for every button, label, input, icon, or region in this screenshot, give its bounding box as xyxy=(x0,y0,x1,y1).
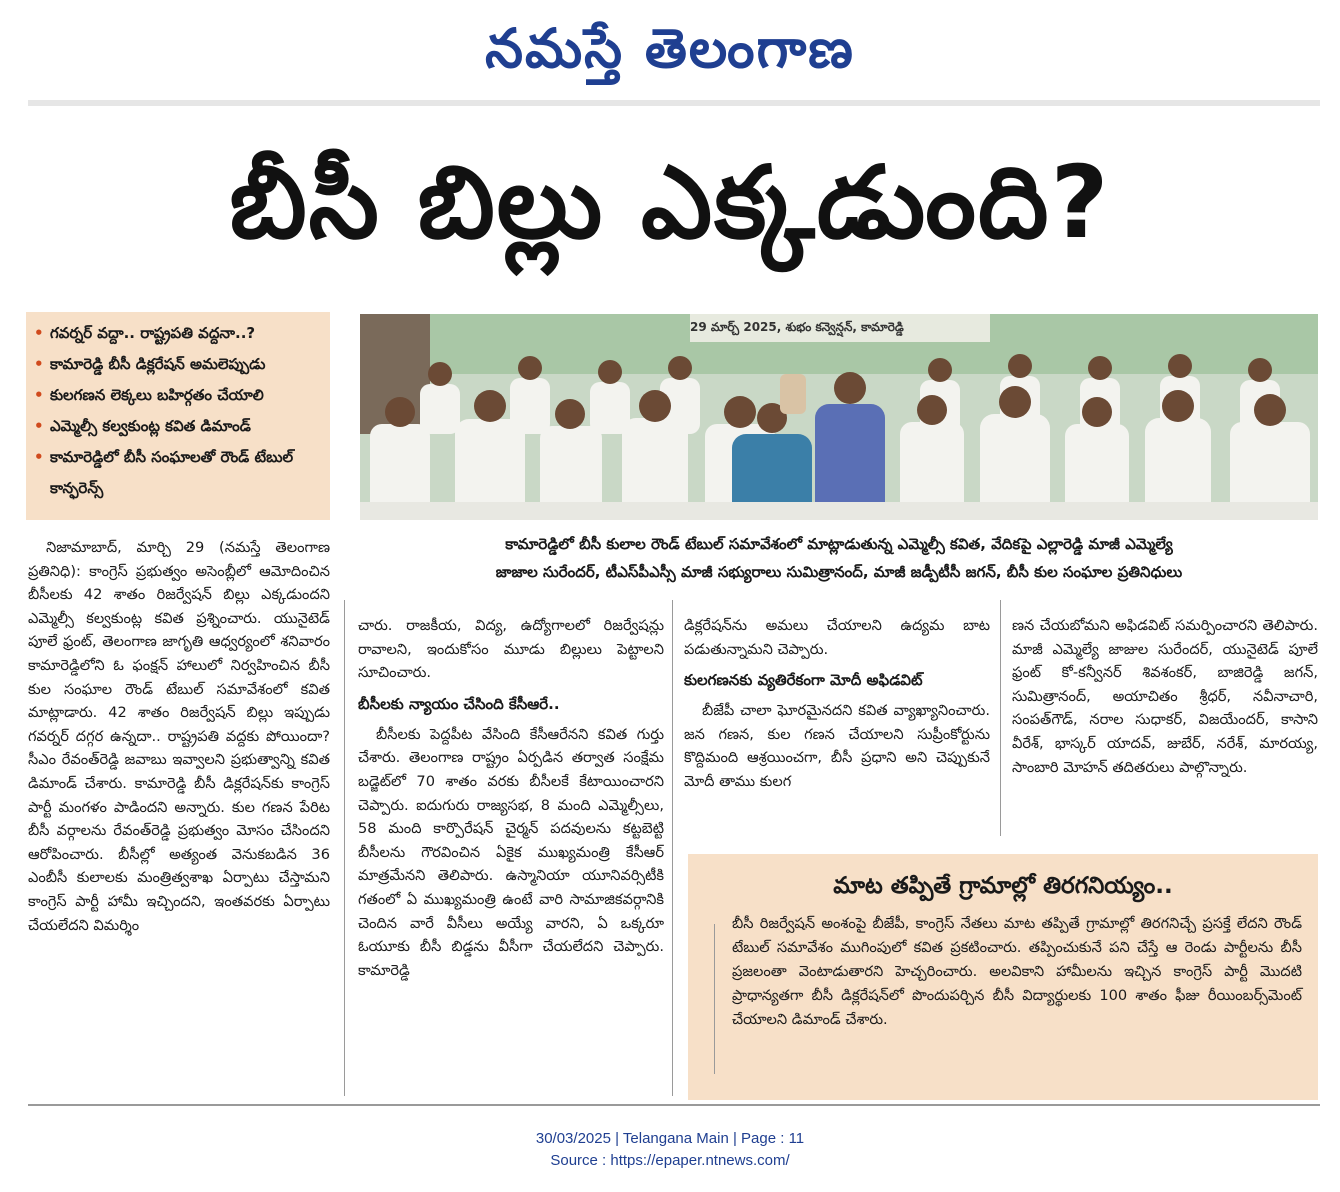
highlight-item: • ఎమ్మెల్సీ కల్వకుంట్ల కవిత డిమాండ్ xyxy=(34,411,322,442)
subheading: బీసీలకు న్యాయం చేసింది కేసీఆరే.. xyxy=(358,694,560,713)
column-divider xyxy=(672,600,673,1096)
article-column-2 xyxy=(358,614,664,982)
article-paragraph: నిజామాబాద్, మార్చి 29 (నమస్తే తెలంగాణ ప్రతినిధి): కాంగ్రెస్ ప్రభుత్వం అసెంబ్లీలో ఆమోదించిన బీసీలకు 42 శాతం రిజర్వేషన్ బిల్లు ఎక్కడుందని ఎమ్మెల్సీ కల్వకుంట్ల కవిత ప్రశ్నించారు. యునైటెడ్ పూలే ఫ్రంట్, తెలంగాణ జాగృతి ఆధ్వర్యంలో శనివారం కామారెడ్డిలోని ఓ ఫంక్షన్ హాలులో నిర్వహించిన బీసీ కుల సంఘాల రౌండ్ టేబుల్ సమావేశంలో కవిత మాట్లాడారు. 42 శాతం రిజర్వేషన్ బిల్లు ఇప్పుడు గవర్నర్ దగ్గర ఉన్నదా.. రాష్ట్రపతి వద్దకు పోయిందా? సీఎం రేవంత్‌రెడ్డి జవాబు ఇవ్వాలని ప్రభుత్వాన్ని కవిత డిమాండ్ చేశారు. కామారెడ్డి బీసీ డిక్లరేషన్‌కు కాంగ్రెస్ పార్టీ మంగళం పాడిందని అన్నారు. కుల గణన పేరిట బీసీ వర్గాలను రేవంత్‌రెడ్డి ప్రభుత్వం మోసం చేసిందని ఆరోపించారు. బీసీల్లో అత్యంత వెనుకబడిన 36 ఎంబీసీ కులాలకు మంత్రిత్వశాఖ ఏర్పాటు చేస్తామని కాంగ్రెస్ పార్టీ హామీ ఇచ్చిందని, ఇంతవరకు ఏర్పాటు చేయలేదని విమర్శిం xyxy=(28,539,330,934)
photo-caption xyxy=(360,530,1318,590)
article-paragraph: బీసీలకు పెద్దపీట వేసింది కేసీఆరేనని కవిత గుర్తు చేశారు. తెలంగాణ రాష్ట్రం ఏర్పడిన తర్వాత సంక్షేమ బడ్జెట్‌లో 70 శాతం వరకు బీసీలకే కేటాయించారని చెప్పారు. ఐదుగురు రాజ్యసభ, 8 మంది ఎమ్మెల్సీలు, 58 మంది కార్పొరేషన్ చైర్మన్ పదవులను కట్టబెట్టి బీసీలను గౌరవించిన ఏకైక ముఖ్యమంత్రి కేసీఆర్ మాత్రమేనని తెలిపారు. ఉస్మానియా యూనివర్సిటీకి గతంలో ఏ ముఖ్యమంత్రి ఉంటే వారి సామాజికవర్గానికి చెందిన వారే వీసీలు అయ్యే వారని, ఏ ఒక్కరూ ఓయూకు బీసీ బిడ్డను వీసీగా చేయలేదని చెప్పారు. కామారెడ్డి xyxy=(358,725,664,979)
bullet-icon: • xyxy=(34,386,44,404)
caption-line: జాజాల సురేందర్, టీఎస్‌పీఎస్సీ మాజీ సభ్యురాలు సుమిత్రానంద్, మాజీ జడ్పీటీసీ జగన్, బీసీ కుల సంఘాల ప్రతినిధులు xyxy=(495,563,1183,581)
sidebar-story-body xyxy=(732,912,1302,1032)
masthead-divider xyxy=(28,100,1320,106)
article-paragraph: బీజేపీ చాలా ఘోరమైనదని కవిత వ్యాఖ్యానించారు. జన గణన, కుల గణన చేయాలని సుప్రీంకోర్టును కొద్దిమంది ఆశ్రయించగా, బీసీ ప్రధాని అని చెప్పుకునే మోదీ తాము కులగ xyxy=(684,702,990,790)
article-paragraph: చారు. రాజకీయ, విద్య, ఉద్యోగాలలో రిజర్వేషన్లు రావాలని, ఇందుకోసం మూడు బిల్లులు పెట్టాలని సూచించారు. xyxy=(358,617,664,682)
event-photo-illustration xyxy=(360,314,1318,520)
highlight-item: • కామారెడ్డిలో బీసీ సంఘాలతో రౌండ్ టేబుల్ కాన్ఫరెన్స్ xyxy=(34,442,322,504)
highlights-box xyxy=(26,312,330,520)
article-column-3 xyxy=(684,614,990,794)
article-column-1 xyxy=(28,536,330,937)
highlight-item: • కామారెడ్డి బీసీ డిక్లరేషన్ అమలెప్పుడు xyxy=(34,349,322,380)
footer-date-line: 30/03/2025 | Telangana Main | Page : 11 xyxy=(535,1130,805,1147)
photo-date-stamp: 29 మార్చ్ 2025, శుభం కన్వెన్షన్, కామారెడ్డి xyxy=(690,320,904,334)
sidebar-story-box xyxy=(688,854,1318,1100)
bullet-icon: • xyxy=(34,355,44,373)
bullet-icon: • xyxy=(34,417,44,435)
page-footer xyxy=(0,1128,1340,1172)
article-column-4 xyxy=(1012,614,1318,779)
box-divider xyxy=(714,924,715,1074)
footer-source-line[interactable]: Source : https://epaper.ntnews.com/ xyxy=(550,1152,790,1169)
article-paragraph: డిక్లరేషన్‌ను అమలు చేయాలని ఉద్యమ బాట పడుతున్నామని చెప్పారు. xyxy=(684,617,990,658)
highlight-item: • గవర్నర్ వద్దా.. రాష్ట్రపతి వద్దనా..? xyxy=(34,318,322,349)
bullet-icon: • xyxy=(34,448,44,466)
highlight-item: • కులగణన లెక్కలు బహిర్గతం చేయాలి xyxy=(34,380,322,411)
subheading: కులగణనకు వ్యతిరేకంగా మోదీ అఫిడవిట్ xyxy=(684,671,923,690)
event-photo xyxy=(360,314,1318,520)
article-paragraph: బీసీ రిజర్వేషన్ అంశంపై బీజేపీ, కాంగ్రెస్ నేతలు మాట తప్పితే గ్రామాల్లో తిరగనిచ్చే ప్రసక్తే లేదని రౌండ్ టేబుల్ సమావేశం ముగింపులో కవిత ప్రకటించారు. తప్పించుకునే పని చేస్తే ఆ రెండు పార్టీలను బీసీ ప్రజలంతా వెంటాడుతారని హెచ్చరించారు. అలవికాని హామీలను ఇచ్చిన కాంగ్రెస్ పార్టీ మొదటి ప్రాధాన్యతగా బీసీ డిక్లరేషన్‌లో పొందుపర్చిన బీసీ విద్యార్థులకు 100 శాతం ఫీజు రీయింబర్స్‌మెంట్ చేయాలని డిమాండ్ చేశారు. xyxy=(732,915,1302,1028)
caption-line: కామారెడ్డిలో బీసీ కులాల రౌండ్ టేబుల్ సమావేశంలో మాట్లాడుతున్న ఎమ్మెల్సీ కవిత, వేదికపై ఎల్లారెడ్డి మాజీ ఎమ్మెల్యే xyxy=(505,535,1173,553)
column-divider xyxy=(344,600,345,1096)
newspaper-masthead: నమస్తే తెలంగాణ xyxy=(485,16,855,80)
sidebar-story-heading: మాట తప్పితే గ్రామాల్లో తిరగనియ్యం.. xyxy=(833,873,1173,899)
column-divider xyxy=(1000,600,1001,836)
bullet-icon: • xyxy=(34,324,44,342)
bottom-divider xyxy=(28,1104,1320,1106)
article-headline: బీసీ బిల్లు ఎక్కడుంది? xyxy=(229,144,1111,261)
article-paragraph: ణన చేయబోమని అఫిడవిట్ సమర్పించారని తెలిపారు. మాజీ ఎమ్మెల్యే జాజుల సురేందర్, యునైటెడ్ పూలే ఫ్రంట్ కో-కన్వీనర్ శివశంకర్, బాజిరెడ్డి జగన్, సుమిత్రానంద్, అయాచితం శ్రీధర్, నవీనాచారి, సంపత్‌గౌడ్, నరాల సుధాకర్, విజయేందర్, కాసాని వీరేశ్, భాస్కర్ యాదవ్, జుబేర్, నరేశ్, మారయ్య, సాంబారి మోహన్ తదితరులు పాల్గొన్నారు. xyxy=(1012,617,1318,776)
